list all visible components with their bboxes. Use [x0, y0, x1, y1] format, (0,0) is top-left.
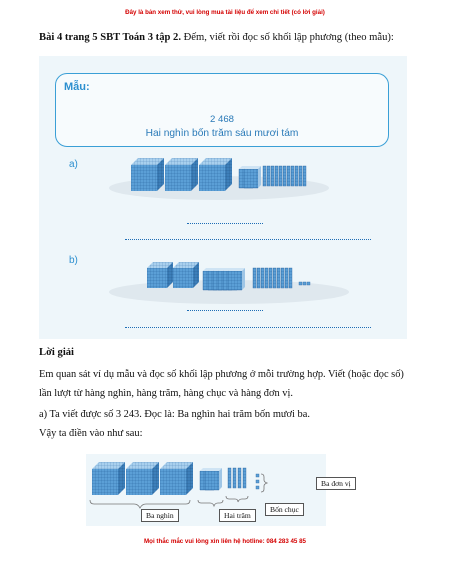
solution-intro: Em quan sát ví dụ mẫu và đọc số khối lập phương ở mỗi trường hợp. Viết (hoặc đọc số) lần lượt từ hàng nghìn, hàng trăm, hàng chục và hàng đơn vị. — [39, 369, 404, 399]
thousands-label: Ba nghìn — [141, 509, 179, 522]
solution-part-a: a) Ta viết được số 3 243. Đọc là: Ba nghìn hai trăm bốn mươi ba. — [39, 409, 310, 420]
question-instruction: Đếm, viết rồi đọc số khối lập phương (theo mẫu): — [183, 32, 394, 43]
sample-box — [55, 73, 389, 147]
part-a-words-blank — [125, 238, 371, 240]
sample-label: Mẫu: — [64, 81, 90, 93]
solution-fill-in: Vậy ta điền vào như sau: — [39, 428, 143, 439]
solution-title: Lời giải — [39, 347, 75, 358]
units-label: Ba đơn vị — [316, 477, 356, 490]
tens-label: Bốn chục — [265, 503, 304, 516]
question-title: Bài 4 trang 5 SBT Toán 3 tập 2. — [39, 32, 181, 43]
question-heading — [39, 31, 429, 45]
exercise-illustration — [39, 56, 407, 339]
part-a-blocks — [131, 158, 306, 191]
sample-words: Hai nghìn bốn trăm sáu mươi tám — [145, 128, 299, 139]
part-a-label: a) — [69, 159, 78, 170]
part-b-label: b) — [69, 255, 78, 266]
part-b-words-blank — [125, 326, 371, 328]
part-a-number-blank — [187, 222, 263, 224]
part-b-number-blank — [187, 309, 263, 311]
preview-banner: Đây là bản xem thử, vui lòng mua tài liệu để xem chi tiết (có lời giải) — [125, 9, 325, 16]
sample-number: 2 468 — [209, 114, 234, 125]
hotline-banner: Mọi thắc mắc vui lòng xin liên hệ hotline: 084 283 45 85 — [144, 538, 306, 545]
hundreds-label: Hai trăm — [219, 509, 256, 522]
